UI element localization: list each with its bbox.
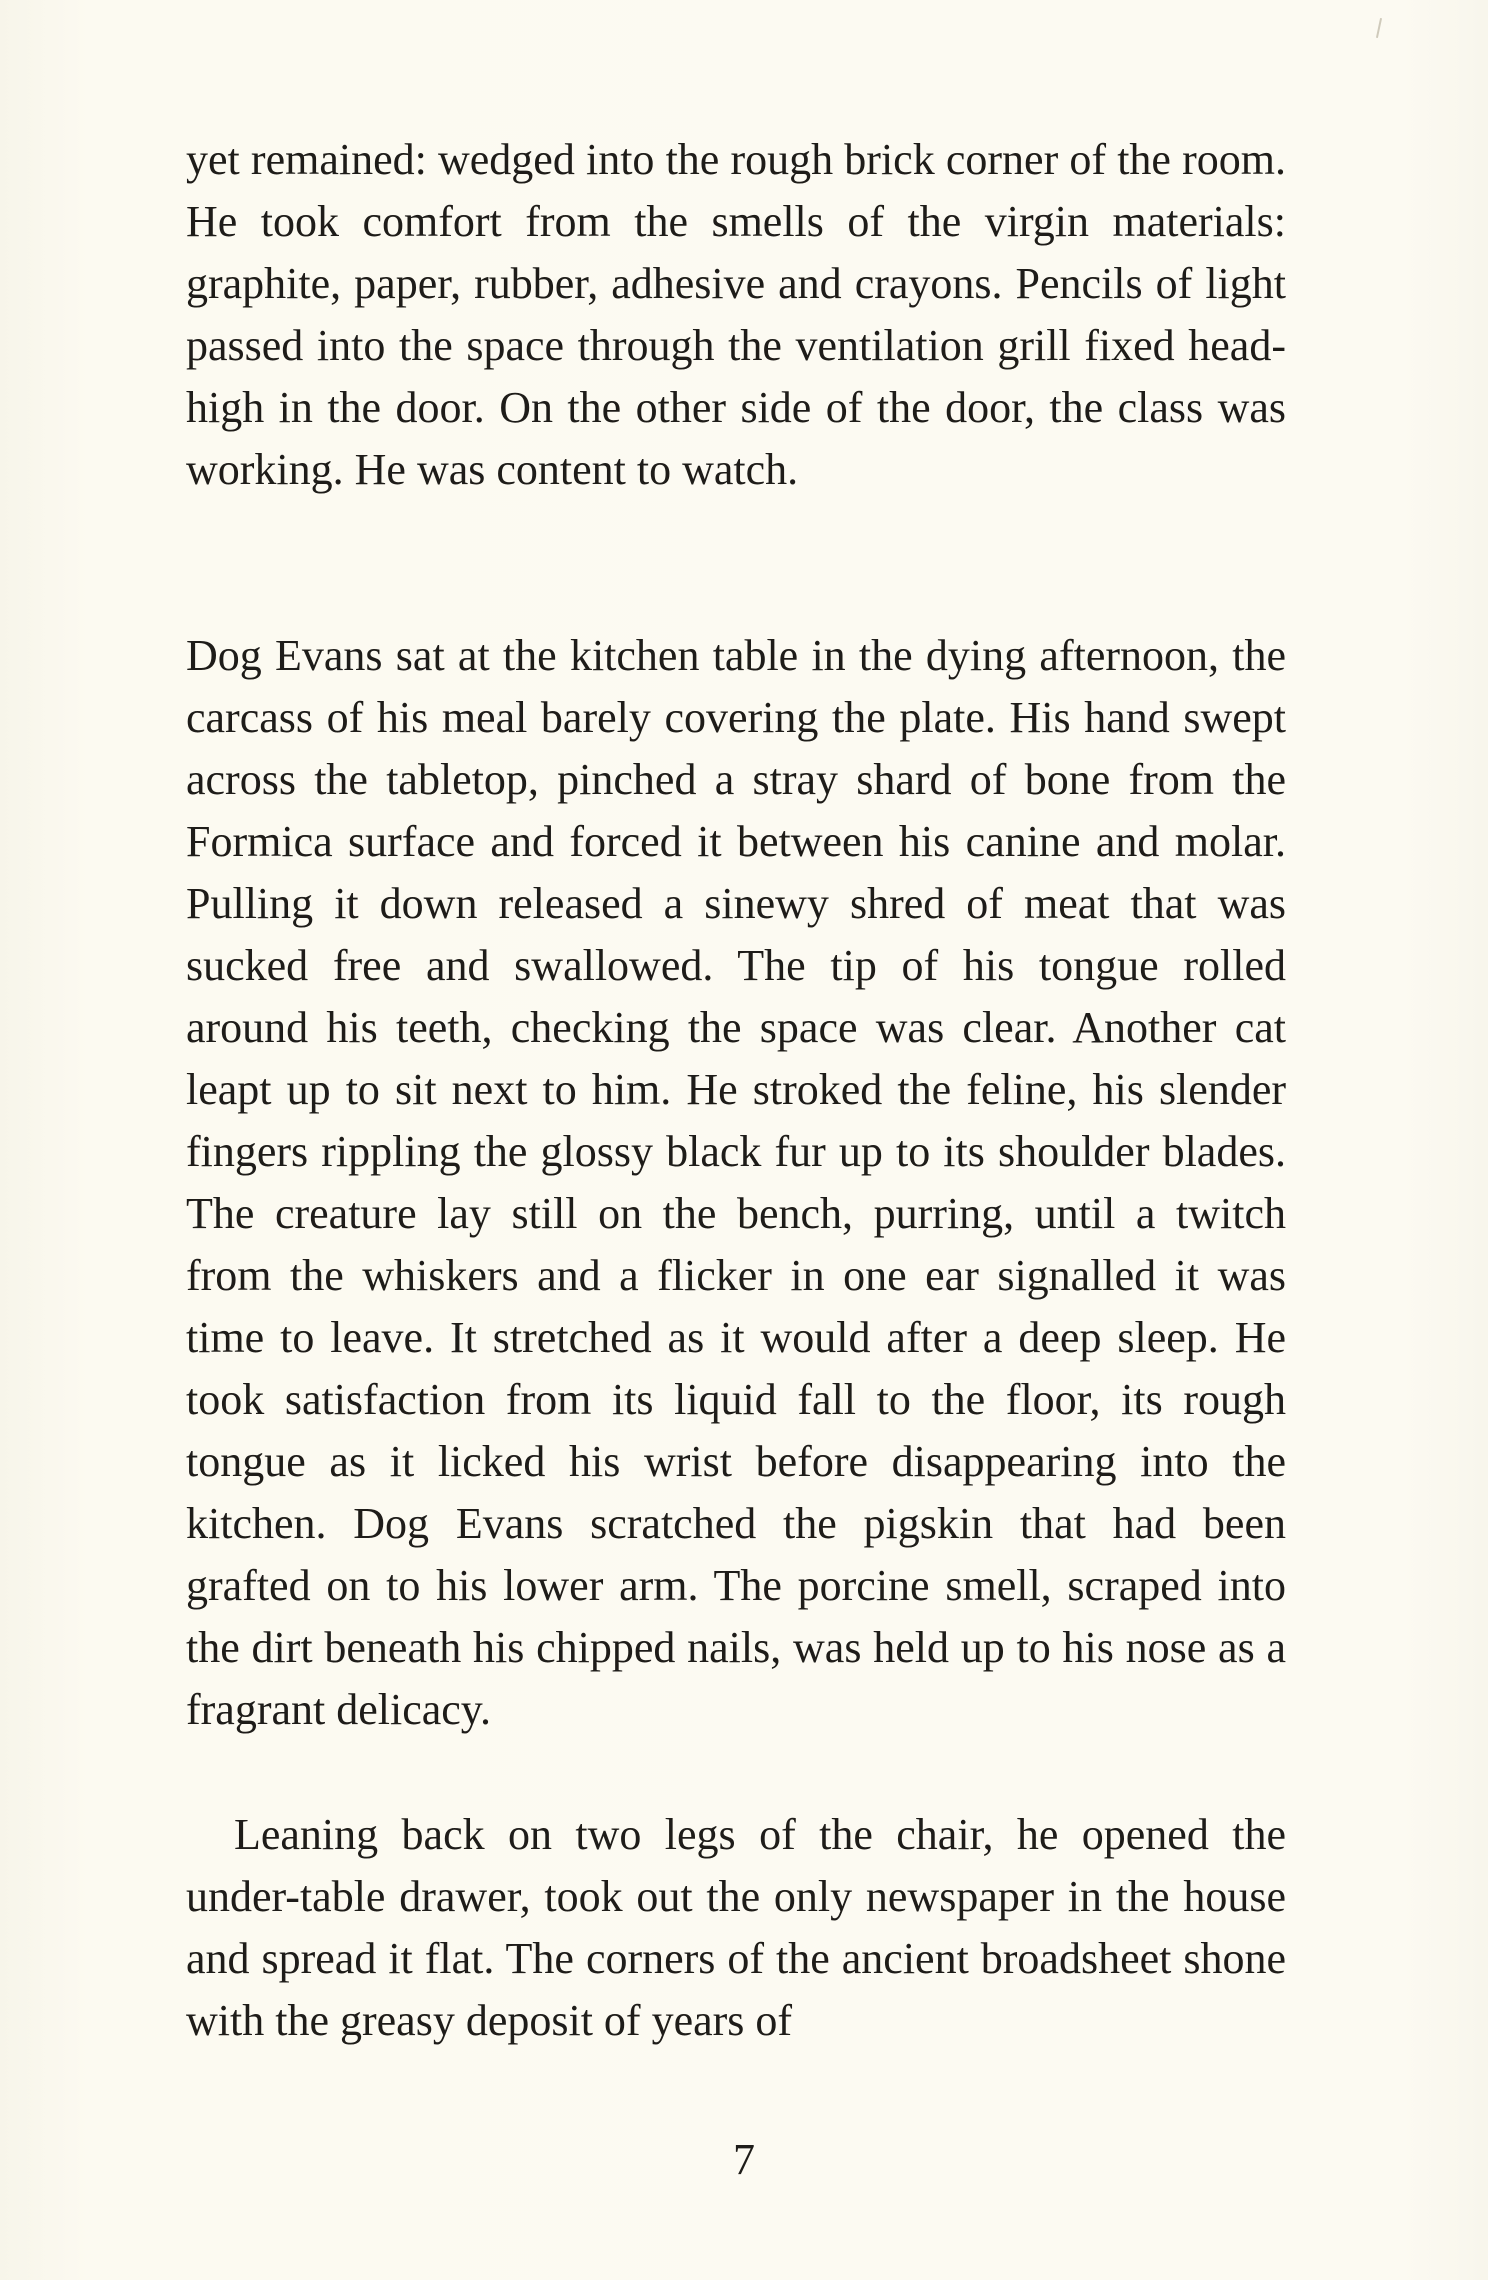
page-number: 7 xyxy=(733,2135,755,2184)
paragraph-text: Dog Evans sat at the kitchen table in the dying afternoon, the carcass of his meal barely covering the plate. His hand swept across the tabletop, pinched a stray shard of bone from the Formica surface and forced it between his canine and molar. Pulling it down released a sinewy shred of meat that was sucked free and swallowed. The tip of his tongue rolled around his teeth, checking the space was clear. Another cat leapt up to sit next to him. He stroked the feline, his slender fingers rippling the glossy black fur up to its shoulder blades. The creature lay still on the bench, purring, until a twitch from the whiskers and a flicker in one ear signalled it was time to leave. It stretched as it would after a deep sleep. He took satisfaction from its liquid fall to the floor, its rough tongue as it licked his wrist before disappearing into the kitchen. Dog Evans scratched the pigskin that had been grafted on to his lower arm. The porcine smell, scraped into the dirt beneath his chipped nails, was held up to his nose as a fragrant delicacy. xyxy=(186,631,1286,1734)
paragraph-leaning-back xyxy=(186,1804,1286,2052)
paragraph-continuation xyxy=(186,129,1286,501)
paragraph-dog-evans xyxy=(186,625,1286,1741)
page-edge-mark xyxy=(1376,18,1382,38)
paragraph-text: yet remained: wedged into the rough brick corner of the room. He took comfort from the smells of the virgin materials: graphite, paper, rubber, adhesive and crayons. Pencils of light passed into the space through the ventilation grill fixed head-high in the door. On the other side of the door, the class was working. He was content to watch. xyxy=(186,135,1286,494)
paragraph-text: Leaning back on two legs of the chair, he opened the under-table drawer, took out the only newspaper in the house and spread it flat. The corners of the ancient broadsheet shone with the greasy deposit of years of xyxy=(186,1810,1286,2045)
